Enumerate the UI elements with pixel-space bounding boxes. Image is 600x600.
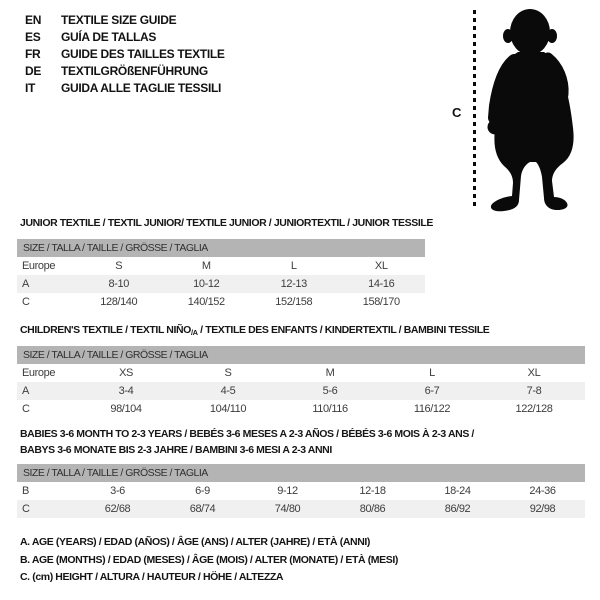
value-cell: XL bbox=[374, 260, 388, 272]
babies-size-table bbox=[17, 464, 585, 518]
size-header-bar: SIZE / TALLA / TAILLE / GRÖSSE / TAGLIA bbox=[17, 346, 585, 364]
value-cell: 18-24 bbox=[444, 485, 471, 497]
lang-row-fr bbox=[25, 46, 225, 63]
value-cell: XL bbox=[527, 367, 541, 379]
row-label-cell: Europe bbox=[22, 260, 56, 272]
lang-label: GUIDE DES TAILLES TEXTILE bbox=[61, 47, 225, 61]
table-row bbox=[17, 275, 425, 293]
value-cell: L bbox=[429, 367, 435, 379]
lang-label: TEXTILE SIZE GUIDE bbox=[61, 13, 177, 27]
value-cell: 9-12 bbox=[277, 485, 298, 497]
lang-code: DE bbox=[25, 64, 42, 78]
lang-row-de bbox=[25, 63, 225, 80]
value-cell: M bbox=[201, 260, 211, 272]
value-cell: 8-10 bbox=[108, 278, 129, 290]
row-label-cell: C bbox=[22, 503, 30, 515]
value-cell: 12-18 bbox=[359, 485, 386, 497]
lang-code: IT bbox=[25, 81, 36, 95]
lang-code: ES bbox=[25, 30, 41, 44]
children-title-post: / TEXTILE DES ENFANTS / KINDERTEXTIL / BAMBINI TESSILE bbox=[197, 324, 490, 336]
lang-row-es bbox=[25, 29, 225, 46]
lang-label: GUÍA DE TALLAS bbox=[61, 30, 157, 44]
value-cell: XS bbox=[119, 367, 133, 379]
value-cell: 3-6 bbox=[110, 485, 125, 497]
lang-row-en bbox=[25, 12, 225, 29]
size-header-bar: SIZE / TALLA / TAILLE / GRÖSSE / TAGLIA bbox=[17, 239, 425, 257]
value-cell: 14-16 bbox=[368, 278, 395, 290]
row-label-cell: A bbox=[22, 385, 29, 397]
babies-table-title bbox=[20, 426, 480, 458]
value-cell: 62/68 bbox=[104, 503, 131, 515]
row-label-cell: C bbox=[22, 296, 30, 308]
value-cell: 158/170 bbox=[362, 296, 400, 308]
footnote-c: C. (cm) HEIGHT / ALTURA / HAUTEUR / HÖHE / ALTEZZA bbox=[20, 571, 284, 583]
height-measure-label: C bbox=[452, 105, 462, 120]
value-cell: 7-8 bbox=[526, 385, 542, 397]
row-label-cell: B bbox=[22, 485, 29, 497]
lang-label: TEXTILGRÖßENFÜHRUNG bbox=[61, 64, 208, 78]
value-cell: 10-12 bbox=[193, 278, 220, 290]
toddler-silhouette bbox=[486, 6, 582, 213]
row-label-cell: Europe bbox=[22, 367, 56, 379]
value-cell: 152/158 bbox=[275, 296, 313, 308]
value-cell: 6-9 bbox=[195, 485, 210, 497]
babies-title-line-1: BABIES 3-6 MONTH TO 2-3 YEARS / BEBÉS 3-6 MESES A 2-3 AÑOS / BÉBÉS 3-6 MOIS À 2-3 ANS / bbox=[20, 428, 474, 440]
row-label-cell: C bbox=[22, 403, 30, 415]
value-cell: 74/80 bbox=[274, 503, 301, 515]
size-header-bar: SIZE / TALLA / TAILLE / GRÖSSE / TAGLIA bbox=[17, 464, 585, 482]
lang-code: FR bbox=[25, 47, 41, 61]
table-row bbox=[17, 293, 425, 311]
table-row bbox=[17, 400, 585, 418]
footnote-b: B. AGE (MONTHS) / EDAD (MESES) / ÂGE (MOIS) / ALTER (MONATE) / ETÀ (MESI) bbox=[20, 553, 398, 566]
junior-table-title: JUNIOR TEXTILE / TEXTIL JUNIOR/ TEXTILE JUNIOR / JUNIORTEXTIL / JUNIOR TESSILE bbox=[20, 217, 433, 229]
lang-row-it bbox=[25, 80, 225, 97]
table-row bbox=[17, 364, 585, 382]
table-row bbox=[17, 382, 585, 400]
value-cell: 140/152 bbox=[187, 296, 225, 308]
value-cell: 86/92 bbox=[444, 503, 471, 515]
language-title-block bbox=[25, 12, 225, 97]
value-cell: 12-13 bbox=[280, 278, 307, 290]
value-cell: L bbox=[290, 260, 297, 272]
babies-title-line-2: BABYS 3-6 MONATE BIS 2-3 JAHRE / BAMBINI 3-6 MESI A 2-3 ANNI bbox=[20, 444, 332, 456]
children-title-pre: CHILDREN'S TEXTILE / TEXTIL NIÑO bbox=[20, 324, 191, 336]
value-cell: 5-6 bbox=[322, 385, 338, 397]
lang-label: GUIDA ALLE TAGLIE TESSILI bbox=[61, 81, 222, 95]
table-row bbox=[17, 500, 585, 518]
value-cell: 80/86 bbox=[359, 503, 386, 515]
table-row bbox=[17, 482, 585, 500]
value-cell: 98/104 bbox=[110, 403, 142, 415]
value-cell: 110/116 bbox=[312, 403, 348, 415]
value-cell: S bbox=[224, 367, 232, 379]
value-cell: 6-7 bbox=[424, 385, 440, 397]
table-row bbox=[17, 257, 425, 275]
junior-size-table bbox=[17, 239, 425, 311]
value-cell: 24-36 bbox=[529, 485, 556, 497]
value-cell: 122/128 bbox=[515, 403, 553, 415]
value-cell: 3-4 bbox=[118, 385, 134, 397]
children-title-sub: /A bbox=[190, 328, 198, 337]
value-cell: M bbox=[325, 367, 335, 379]
value-cell: 128/140 bbox=[100, 296, 138, 308]
height-measure-dotted-line bbox=[473, 10, 476, 208]
value-cell: 104/110 bbox=[209, 403, 247, 415]
value-cell: 116/122 bbox=[413, 403, 451, 415]
value-cell: 92/98 bbox=[529, 503, 556, 515]
value-cell: S bbox=[115, 260, 123, 272]
children-size-table bbox=[17, 346, 585, 418]
value-cell: 4-5 bbox=[220, 385, 236, 397]
lang-code: EN bbox=[25, 13, 42, 27]
row-label-cell: A bbox=[22, 278, 29, 290]
value-cell: 68/74 bbox=[189, 503, 216, 515]
children-table-title bbox=[20, 322, 489, 341]
footnotes-block bbox=[20, 534, 398, 587]
footnote-a: A. AGE (YEARS) / EDAD (AÑOS) / ÂGE (ANS) / ALTER (JAHRE) / ETÀ (ANNI) bbox=[20, 536, 371, 548]
